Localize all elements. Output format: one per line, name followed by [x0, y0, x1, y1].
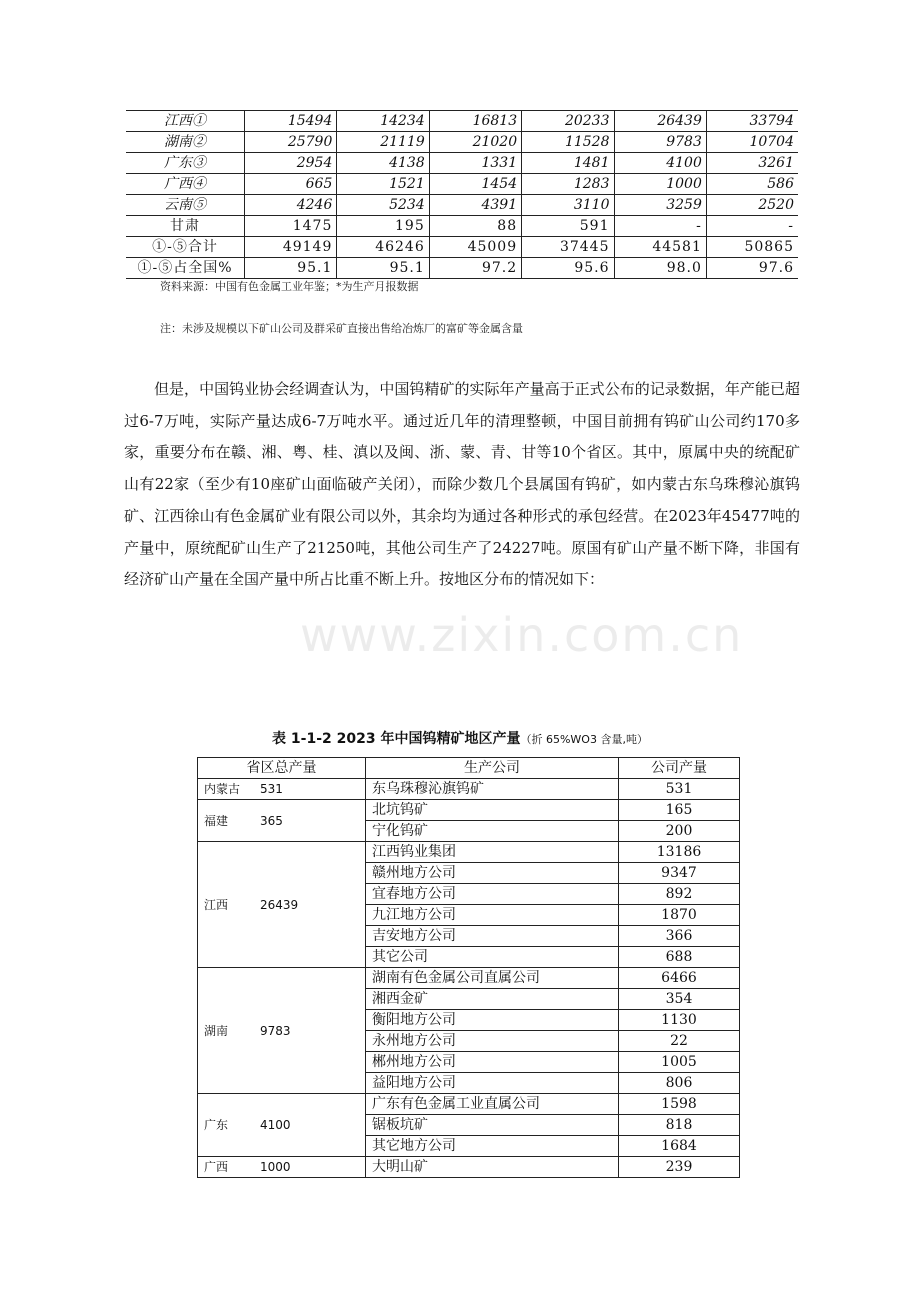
body-paragraph: [124, 374, 800, 596]
region-total-cell: [198, 968, 366, 1094]
region-total: 26439: [260, 897, 299, 912]
value-cell: 16813: [429, 111, 521, 132]
value-cell: 21020: [429, 132, 521, 153]
value-cell: 1521: [337, 174, 429, 195]
region-total: 531: [260, 782, 283, 796]
company-name-cell: 湘西金矿: [366, 989, 619, 1010]
header-company: 生产公司: [366, 758, 619, 779]
value-cell: 586: [706, 174, 798, 195]
value-cell: 15494: [245, 111, 337, 132]
value-cell: 49149: [245, 237, 337, 258]
province-cell: 广西④: [126, 174, 245, 195]
table-row: [126, 153, 798, 174]
table-row: [126, 216, 798, 237]
company-output-cell: 354: [619, 989, 740, 1010]
company-output-cell: 818: [619, 1115, 740, 1136]
value-cell: 5234: [337, 195, 429, 216]
value-cell: 4246: [245, 195, 337, 216]
region-name: 广东: [204, 1118, 229, 1132]
table-row: [126, 174, 798, 195]
company-name-cell: 九江地方公司: [366, 905, 619, 926]
province-cell: 云南⑤: [126, 195, 245, 216]
region-name: 湖南: [204, 1023, 229, 1038]
company-output-cell: 1684: [619, 1136, 740, 1157]
value-cell: 2520: [706, 195, 798, 216]
company-output-cell: 892: [619, 884, 740, 905]
remark-note: 注：未涉及规模以下矿山公司及群采矿直接出售给冶炼厂的富矿等金属含量: [160, 322, 523, 335]
value-cell: 4100: [614, 153, 706, 174]
value-cell: 44581: [614, 237, 706, 258]
company-output-cell: 6466: [619, 968, 740, 989]
company-output-cell: 688: [619, 947, 740, 968]
company-output-cell: 9347: [619, 863, 740, 884]
company-output-cell: 1598: [619, 1094, 740, 1115]
value-cell: 50865: [706, 237, 798, 258]
region-total: 4100: [260, 1118, 291, 1132]
value-cell: 45009: [429, 237, 521, 258]
value-cell: 591: [522, 216, 614, 237]
region-total: 9783: [260, 1023, 291, 1038]
company-output-cell: 1130: [619, 1010, 740, 1031]
caption-unit: （折 65%WO3 含量,吨）: [520, 733, 648, 746]
region-total-cell: [198, 800, 366, 842]
company-output-cell: 1005: [619, 1052, 740, 1073]
value-cell: -: [614, 216, 706, 237]
value-cell: 26439: [614, 111, 706, 132]
caption-title: 表 1-1-2 2023 年中国钨精矿地区产量: [272, 731, 521, 747]
company-output-cell: 22: [619, 1031, 740, 1052]
company-name-cell: 益阳地方公司: [366, 1073, 619, 1094]
value-cell: 1481: [522, 153, 614, 174]
value-cell: 4391: [429, 195, 521, 216]
value-cell: -: [706, 216, 798, 237]
table-row: [198, 800, 740, 821]
company-output-cell: 13186: [619, 842, 740, 863]
value-cell: 9783: [614, 132, 706, 153]
table-row: [198, 1157, 740, 1178]
company-name-cell: 宜春地方公司: [366, 884, 619, 905]
company-name-cell: 赣州地方公司: [366, 863, 619, 884]
value-cell: 11528: [522, 132, 614, 153]
region-total-cell: [198, 1094, 366, 1157]
region-name: 江西: [204, 897, 229, 912]
production-table-continued: [126, 110, 798, 279]
value-cell: 10704: [706, 132, 798, 153]
table-row: [126, 237, 798, 258]
company-name-cell: 北坑钨矿: [366, 800, 619, 821]
region-name: 内蒙古: [204, 782, 241, 796]
table-row: [198, 968, 740, 989]
region-total: 365: [260, 813, 283, 828]
company-name-cell: 东乌珠穆沁旗钨矿: [366, 779, 619, 800]
company-name-cell: 湖南有色金属公司直属公司: [366, 968, 619, 989]
value-cell: 1000: [614, 174, 706, 195]
company-name-cell: 广东有色金属工业直属公司: [366, 1094, 619, 1115]
company-output-cell: 806: [619, 1073, 740, 1094]
value-cell: 14234: [337, 111, 429, 132]
company-name-cell: 其它公司: [366, 947, 619, 968]
table-row: [126, 195, 798, 216]
value-cell: 3110: [522, 195, 614, 216]
company-name-cell: 其它地方公司: [366, 1136, 619, 1157]
value-cell: 95.6: [522, 258, 614, 279]
watermark: www.zixin.com.cn: [300, 608, 744, 662]
value-cell: 37445: [522, 237, 614, 258]
table-row: [126, 132, 798, 153]
value-cell: 97.2: [429, 258, 521, 279]
region-total-cell: [198, 842, 366, 968]
value-cell: 97.6: [706, 258, 798, 279]
region-total-cell: [198, 1157, 366, 1178]
company-output-cell: 366: [619, 926, 740, 947]
value-cell: 3259: [614, 195, 706, 216]
province-cell: 甘肃: [126, 216, 245, 237]
value-cell: 195: [337, 216, 429, 237]
region-total-cell: [198, 779, 366, 800]
value-cell: 25790: [245, 132, 337, 153]
table-row: [198, 779, 740, 800]
company-output-cell: 165: [619, 800, 740, 821]
region-name: 福建: [204, 813, 229, 828]
region-total: 1000: [260, 1160, 291, 1174]
company-name-cell: 郴州地方公司: [366, 1052, 619, 1073]
company-name-cell: 宁化钨矿: [366, 821, 619, 842]
company-name-cell: 锯板坑矿: [366, 1115, 619, 1136]
header-region-total: 省区总产量: [198, 758, 366, 779]
value-cell: 20233: [522, 111, 614, 132]
table-row: [126, 111, 798, 132]
header-company-output: 公司产量: [619, 758, 740, 779]
paragraph-text: 但是，中国钨业协会经调查认为，中国钨精矿的实际年产量高于正式公布的记录数据，年产能已超过6-7万吨，实际产量达成6-7万吨水平。通过近几年的清理整顿，中国目前拥有钨矿山公司约170多家，重要分布在赣、湘、粤、桂、滇以及闽、浙、蒙、青、甘等10个省区。其中，原属中央的统配矿山有22家（至少有10座矿山面临破产关闭），而除少数几个县属国有钨矿，如内蒙古东乌珠穆沁旗钨矿、江西徐山有色金属矿业有限公司以外，其余均为通过各种形式的承包经营。在2023年45477吨的产量中，原统配矿山生产了21250吨，其他公司生产了24227吨。原国有矿山产量不断下降，非国有经济矿山产量在全国产量中所占比重不断上升。按地区分布的情况如下：: [124, 380, 800, 589]
region-name: 广西: [204, 1160, 229, 1174]
company-name-cell: 永州地方公司: [366, 1031, 619, 1052]
value-cell: 88: [429, 216, 521, 237]
value-cell: 46246: [337, 237, 429, 258]
company-name-cell: 大明山矿: [366, 1157, 619, 1178]
province-cell: ①-⑤合计: [126, 237, 245, 258]
table-caption: [0, 728, 920, 748]
value-cell: 21119: [337, 132, 429, 153]
value-cell: 2954: [245, 153, 337, 174]
source-note: 资料来源：中国有色金属工业年鉴；*为生产月报数据: [160, 280, 419, 293]
company-name-cell: 江西钨业集团: [366, 842, 619, 863]
table-row: [198, 1094, 740, 1115]
value-cell: 95.1: [337, 258, 429, 279]
company-output-cell: 531: [619, 779, 740, 800]
company-output-cell: 200: [619, 821, 740, 842]
value-cell: 3261: [706, 153, 798, 174]
province-cell: 江西①: [126, 111, 245, 132]
value-cell: 1475: [245, 216, 337, 237]
province-cell: ①-⑤占全国%: [126, 258, 245, 279]
value-cell: 95.1: [245, 258, 337, 279]
regional-output-table: [197, 757, 740, 1178]
table-row: [198, 842, 740, 863]
table-row: [126, 258, 798, 279]
company-output-cell: 1870: [619, 905, 740, 926]
value-cell: 1331: [429, 153, 521, 174]
company-name-cell: 吉安地方公司: [366, 926, 619, 947]
province-cell: 广东③: [126, 153, 245, 174]
province-cell: 湖南②: [126, 132, 245, 153]
value-cell: 33794: [706, 111, 798, 132]
company-name-cell: 衡阳地方公司: [366, 1010, 619, 1031]
value-cell: 1283: [522, 174, 614, 195]
value-cell: 4138: [337, 153, 429, 174]
table-header-row: [198, 758, 740, 779]
company-output-cell: 239: [619, 1157, 740, 1178]
value-cell: 665: [245, 174, 337, 195]
value-cell: 1454: [429, 174, 521, 195]
value-cell: 98.0: [614, 258, 706, 279]
